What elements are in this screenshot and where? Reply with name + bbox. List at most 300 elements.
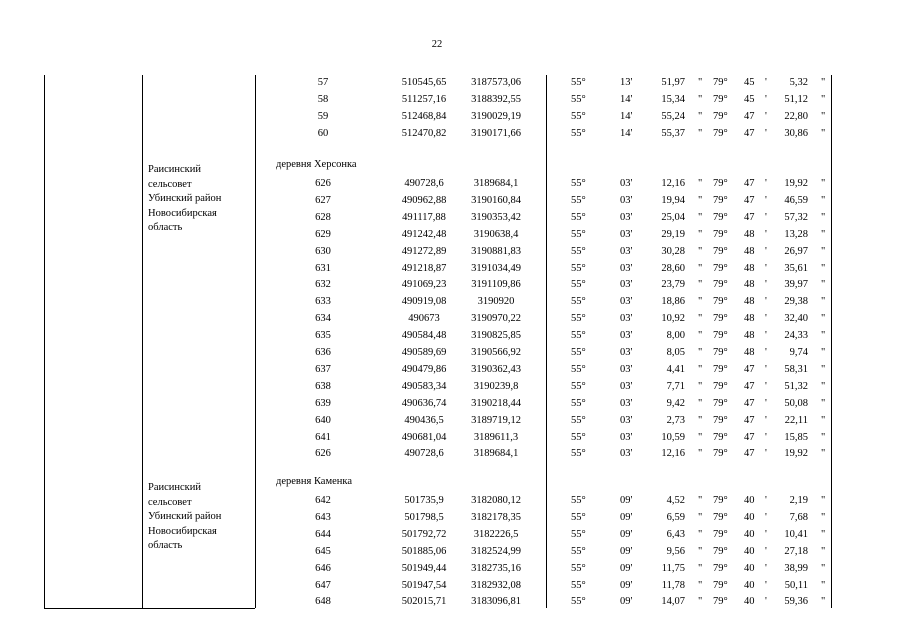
longitude-seconds: 39,97 [784, 279, 808, 291]
latitude-seconds: 30,28 [661, 245, 685, 257]
latitude-seconds: 6,59 [666, 511, 685, 523]
point-number: 634 [315, 313, 331, 325]
longitude-seconds-mark: " [821, 528, 826, 540]
latitude-seconds-mark: " [698, 397, 703, 409]
x-coordinate: 491242,48 [401, 228, 447, 240]
y-coordinate: 3182226,5 [473, 528, 519, 540]
longitude-seconds-mark: " [821, 178, 826, 189]
latitude-minutes: 09' [620, 511, 633, 523]
longitude-minutes: 48 [744, 313, 755, 325]
longitude-minutes-mark: ' [765, 511, 767, 523]
longitude-minutes-mark: ' [765, 194, 767, 206]
latitude-seconds-mark: " [698, 511, 703, 523]
y-coordinate: 3189684,1 [473, 448, 519, 460]
region-line: Раисинский [148, 164, 202, 175]
longitude-degrees: 79° [713, 330, 728, 342]
latitude-seconds: 9,42 [666, 397, 685, 409]
longitude-minutes: 45 [744, 93, 755, 105]
longitude-minutes-mark: ' [765, 545, 767, 557]
point-number: 643 [315, 511, 331, 523]
latitude-degrees: 55° [571, 178, 586, 189]
longitude-seconds: 22,80 [784, 110, 808, 122]
latitude-degrees: 55° [571, 495, 586, 506]
longitude-seconds-mark: " [821, 380, 826, 392]
latitude-seconds-mark: " [698, 448, 703, 460]
x-coordinate: 490583,34 [401, 380, 447, 392]
latitude-minutes: 09' [620, 562, 633, 574]
latitude-degrees: 55° [571, 228, 586, 240]
latitude-seconds: 51,97 [661, 77, 685, 88]
latitude-minutes: 14' [620, 110, 633, 122]
latitude-seconds: 11,75 [661, 562, 685, 574]
point-number: 626 [315, 178, 331, 189]
longitude-seconds: 50,11 [784, 579, 808, 591]
latitude-degrees: 55° [571, 279, 586, 291]
latitude-seconds-mark: " [698, 363, 703, 375]
page-number: 22 [431, 39, 443, 50]
longitude-minutes: 47 [744, 363, 755, 375]
y-coordinate: 3189684,1 [473, 178, 519, 189]
latitude-seconds-mark: " [698, 127, 703, 139]
longitude-degrees: 79° [713, 414, 728, 426]
latitude-seconds: 10,92 [661, 313, 685, 325]
latitude-seconds: 55,24 [661, 110, 685, 122]
x-coordinate: 491218,87 [401, 262, 447, 274]
y-coordinate: 3187573,06 [471, 77, 521, 88]
longitude-minutes: 48 [744, 347, 755, 358]
longitude-minutes-mark: ' [765, 262, 767, 274]
x-coordinate: 501798,5 [404, 511, 444, 523]
longitude-seconds: 30,86 [784, 127, 808, 139]
latitude-minutes: 09' [620, 579, 633, 591]
longitude-degrees: 79° [713, 211, 728, 223]
latitude-degrees: 55° [571, 448, 586, 460]
longitude-degrees: 79° [713, 397, 728, 409]
point-number: 633 [315, 296, 331, 308]
latitude-seconds-mark: " [698, 414, 703, 426]
table-row [0, 396, 905, 411]
point-number: 626 [315, 448, 331, 460]
longitude-seconds: 19,92 [784, 448, 808, 460]
x-coordinate: 490681,04 [401, 431, 447, 443]
y-coordinate: 3190362,43 [471, 363, 521, 375]
latitude-minutes: 09' [620, 545, 633, 557]
table-row [0, 227, 905, 242]
latitude-degrees: 55° [571, 194, 586, 206]
longitude-seconds-mark: " [821, 431, 826, 443]
longitude-seconds: 38,99 [784, 562, 808, 574]
latitude-minutes: 03' [620, 347, 633, 358]
longitude-minutes-mark: ' [765, 363, 767, 375]
region-line: сельсовет [148, 178, 192, 190]
point-number: 637 [315, 363, 331, 375]
longitude-minutes-mark: ' [765, 228, 767, 240]
x-coordinate: 501947,54 [401, 579, 447, 591]
longitude-seconds-mark: " [821, 511, 826, 523]
latitude-minutes: 03' [620, 363, 633, 375]
longitude-seconds: 22,11 [784, 414, 808, 426]
point-number: 638 [315, 380, 331, 392]
longitude-seconds: 13,28 [784, 228, 808, 240]
x-coordinate: 491069,23 [401, 279, 447, 291]
x-coordinate: 501949,44 [401, 562, 447, 574]
longitude-seconds-mark: " [821, 279, 826, 291]
x-coordinate: 490479,86 [401, 363, 447, 375]
latitude-seconds-mark: " [698, 431, 703, 443]
y-coordinate: 3190029,19 [471, 110, 521, 122]
latitude-seconds: 8,00 [666, 330, 685, 342]
point-number: 642 [315, 495, 331, 506]
region-line: Новосибирская [148, 207, 217, 219]
longitude-degrees: 79° [713, 279, 728, 291]
latitude-seconds-mark: " [698, 228, 703, 240]
longitude-seconds-mark: " [821, 296, 826, 308]
latitude-minutes: 03' [620, 279, 633, 291]
longitude-degrees: 79° [713, 245, 728, 257]
longitude-degrees: 79° [713, 528, 728, 540]
y-coordinate: 3182735,16 [471, 562, 521, 574]
longitude-minutes-mark: ' [765, 296, 767, 308]
x-coordinate: 501792,72 [401, 528, 447, 540]
latitude-seconds: 10,59 [661, 431, 685, 443]
y-coordinate: 3183096,81 [471, 596, 521, 608]
table-row [0, 126, 905, 141]
latitude-seconds: 4,52 [666, 495, 685, 506]
latitude-seconds: 2,73 [666, 414, 685, 426]
y-coordinate: 3191034,49 [471, 262, 521, 274]
table-row [0, 109, 905, 124]
y-coordinate: 3188392,55 [471, 93, 521, 105]
latitude-seconds: 8,05 [666, 347, 685, 358]
longitude-degrees: 79° [713, 228, 728, 240]
x-coordinate: 490636,74 [401, 397, 447, 409]
point-number: 646 [315, 562, 331, 574]
longitude-minutes-mark: ' [765, 211, 767, 223]
latitude-seconds: 18,86 [661, 296, 685, 308]
latitude-minutes: 03' [620, 194, 633, 206]
longitude-minutes: 48 [744, 296, 755, 308]
region-line: Раисинский [148, 482, 202, 493]
y-coordinate: 3190920 [477, 296, 515, 308]
point-number: 628 [315, 211, 331, 223]
longitude-seconds-mark: " [821, 110, 826, 122]
longitude-degrees: 79° [713, 296, 728, 308]
table-row [0, 345, 905, 360]
latitude-degrees: 55° [571, 397, 586, 409]
longitude-seconds: 29,38 [784, 296, 808, 308]
latitude-seconds: 6,43 [666, 528, 685, 540]
longitude-degrees: 79° [713, 262, 728, 274]
region-line: область [148, 540, 183, 551]
table-row [0, 244, 905, 259]
latitude-seconds-mark: " [698, 279, 703, 291]
longitude-degrees: 79° [713, 93, 728, 105]
latitude-minutes: 03' [620, 313, 633, 325]
latitude-seconds-mark: " [698, 330, 703, 342]
longitude-degrees: 79° [713, 596, 728, 608]
table-row [0, 176, 905, 191]
latitude-degrees: 55° [571, 245, 586, 257]
latitude-minutes: 03' [620, 380, 633, 392]
longitude-minutes: 47 [744, 127, 755, 139]
table-row [0, 510, 905, 525]
latitude-degrees: 55° [571, 596, 586, 608]
y-coordinate: 3182178,35 [471, 511, 521, 523]
latitude-degrees: 55° [571, 77, 586, 88]
latitude-minutes: 13' [620, 77, 633, 88]
latitude-minutes: 03' [620, 228, 633, 240]
point-number: 632 [315, 279, 331, 291]
longitude-minutes: 47 [744, 380, 755, 392]
longitude-seconds: 27,18 [784, 545, 808, 557]
longitude-minutes-mark: ' [765, 579, 767, 591]
latitude-minutes: 03' [620, 448, 633, 460]
longitude-seconds: 15,85 [784, 431, 808, 443]
latitude-seconds-mark: " [698, 245, 703, 257]
y-coordinate: 3190970,22 [471, 313, 521, 325]
latitude-seconds-mark: " [698, 211, 703, 223]
y-coordinate: 3190353,42 [471, 211, 521, 223]
longitude-minutes-mark: ' [765, 313, 767, 325]
latitude-minutes: 03' [620, 178, 633, 189]
table-row [0, 277, 905, 292]
longitude-seconds-mark: " [821, 93, 826, 105]
table-row [0, 493, 905, 508]
latitude-seconds-mark: " [698, 178, 703, 189]
longitude-degrees: 79° [713, 380, 728, 392]
latitude-seconds-mark: " [698, 347, 703, 358]
latitude-seconds-mark: " [698, 596, 703, 608]
latitude-degrees: 55° [571, 414, 586, 426]
longitude-minutes: 47 [744, 110, 755, 122]
longitude-seconds-mark: " [821, 77, 826, 88]
longitude-degrees: 79° [713, 347, 728, 358]
latitude-minutes: 03' [620, 397, 633, 409]
region-line: Новосибирская [148, 525, 217, 537]
latitude-degrees: 55° [571, 528, 586, 540]
region-line: Убинский район [148, 511, 222, 522]
longitude-degrees: 79° [713, 194, 728, 206]
y-coordinate: 3190825,85 [471, 330, 521, 342]
longitude-seconds: 2,19 [789, 495, 808, 506]
longitude-seconds-mark: " [821, 579, 826, 591]
latitude-degrees: 55° [571, 296, 586, 308]
longitude-minutes: 47 [744, 414, 755, 426]
table-row [0, 75, 905, 90]
latitude-seconds: 4,41 [666, 363, 685, 375]
x-coordinate: 490919,08 [401, 296, 447, 308]
latitude-seconds-mark: " [698, 194, 703, 206]
longitude-minutes-mark: ' [765, 93, 767, 105]
latitude-seconds: 55,37 [661, 127, 685, 139]
latitude-minutes: 14' [620, 127, 633, 139]
region-line: Убинский район [148, 193, 222, 204]
table-row [0, 446, 905, 461]
longitude-seconds-mark: " [821, 414, 826, 426]
latitude-degrees: 55° [571, 545, 586, 557]
region-line: область [148, 222, 183, 233]
table-row [0, 311, 905, 326]
x-coordinate: 490673 [408, 313, 440, 325]
point-number: 60 [317, 127, 329, 139]
latitude-degrees: 55° [571, 562, 586, 574]
x-coordinate: 490962,88 [401, 194, 447, 206]
latitude-seconds-mark: " [698, 562, 703, 574]
y-coordinate: 3182524,99 [471, 545, 521, 557]
table-row [0, 413, 905, 428]
x-coordinate: 511257,16 [401, 93, 447, 105]
longitude-degrees: 79° [713, 178, 728, 189]
latitude-minutes: 14' [620, 93, 633, 105]
longitude-minutes-mark: ' [765, 245, 767, 257]
longitude-degrees: 79° [713, 77, 728, 88]
latitude-minutes: 03' [620, 330, 633, 342]
table-row [0, 544, 905, 559]
y-coordinate: 3190239,8 [473, 380, 519, 392]
latitude-seconds: 25,04 [661, 211, 685, 223]
y-coordinate: 3189611,3 [473, 431, 519, 443]
latitude-seconds-mark: " [698, 545, 703, 557]
latitude-minutes: 03' [620, 211, 633, 223]
latitude-minutes: 09' [620, 596, 633, 608]
longitude-minutes: 40 [744, 579, 755, 591]
longitude-seconds-mark: " [821, 596, 826, 608]
longitude-minutes-mark: ' [765, 330, 767, 342]
latitude-degrees: 55° [571, 262, 586, 274]
point-number: 635 [315, 330, 331, 342]
longitude-seconds-mark: " [821, 495, 826, 506]
longitude-seconds: 35,61 [784, 262, 808, 274]
longitude-seconds-mark: " [821, 330, 826, 342]
y-coordinate: 3190160,84 [471, 194, 521, 206]
longitude-seconds: 5,32 [789, 77, 808, 88]
latitude-seconds-mark: " [698, 579, 703, 591]
latitude-seconds: 15,34 [661, 93, 685, 105]
longitude-minutes: 48 [744, 330, 755, 342]
latitude-seconds: 23,79 [661, 279, 685, 291]
latitude-seconds: 29,19 [661, 228, 685, 240]
point-number: 647 [315, 579, 331, 591]
point-number: 644 [315, 528, 331, 540]
latitude-seconds-mark: " [698, 528, 703, 540]
longitude-seconds-mark: " [821, 194, 826, 206]
longitude-minutes: 40 [744, 511, 755, 523]
longitude-minutes: 40 [744, 545, 755, 557]
longitude-seconds: 9,74 [789, 347, 808, 358]
table-row [0, 561, 905, 576]
longitude-minutes-mark: ' [765, 414, 767, 426]
longitude-seconds: 10,41 [784, 528, 808, 540]
latitude-degrees: 55° [571, 380, 586, 392]
longitude-minutes-mark: ' [765, 380, 767, 392]
table-row [0, 527, 905, 542]
point-number: 631 [315, 262, 331, 274]
longitude-seconds: 7,68 [789, 511, 808, 523]
longitude-minutes: 47 [744, 211, 755, 223]
longitude-minutes: 47 [744, 431, 755, 443]
latitude-degrees: 55° [571, 211, 586, 223]
longitude-seconds-mark: " [821, 562, 826, 574]
longitude-minutes: 47 [744, 397, 755, 409]
latitude-degrees: 55° [571, 363, 586, 375]
y-coordinate: 3182932,08 [471, 579, 521, 591]
longitude-seconds: 50,08 [784, 397, 808, 409]
longitude-degrees: 79° [713, 562, 728, 574]
longitude-seconds: 24,33 [784, 330, 808, 342]
latitude-minutes: 03' [620, 296, 633, 308]
latitude-degrees: 55° [571, 127, 586, 139]
longitude-seconds-mark: " [821, 245, 826, 257]
x-coordinate: 502015,71 [401, 596, 447, 608]
y-coordinate: 3190171,66 [471, 127, 521, 139]
longitude-minutes-mark: ' [765, 596, 767, 608]
longitude-minutes: 47 [744, 448, 755, 460]
longitude-minutes-mark: ' [765, 495, 767, 506]
longitude-degrees: 79° [713, 511, 728, 523]
longitude-minutes-mark: ' [765, 127, 767, 139]
point-number: 648 [315, 596, 331, 608]
longitude-minutes-mark: ' [765, 397, 767, 409]
y-coordinate: 3190638,4 [473, 228, 519, 240]
latitude-seconds: 14,07 [661, 596, 685, 608]
table-row [0, 193, 905, 208]
longitude-seconds-mark: " [821, 228, 826, 240]
region-line: сельсовет [148, 496, 192, 508]
longitude-minutes: 48 [744, 279, 755, 291]
table-row [0, 210, 905, 225]
longitude-minutes: 47 [744, 178, 755, 189]
longitude-minutes: 40 [744, 495, 755, 506]
longitude-degrees: 79° [713, 127, 728, 139]
latitude-seconds-mark: " [698, 110, 703, 122]
x-coordinate: 490436,5 [404, 414, 444, 426]
longitude-seconds-mark: " [821, 397, 826, 409]
latitude-seconds-mark: " [698, 77, 703, 88]
table-row [0, 261, 905, 276]
x-coordinate: 512470,82 [401, 127, 447, 139]
longitude-minutes-mark: ' [765, 77, 767, 88]
longitude-seconds-mark: " [821, 363, 826, 375]
settlement-name: деревня Каменка [276, 476, 352, 487]
longitude-seconds-mark: " [821, 313, 826, 325]
latitude-seconds-mark: " [698, 262, 703, 274]
latitude-seconds-mark: " [698, 380, 703, 392]
latitude-seconds-mark: " [698, 495, 703, 506]
latitude-minutes: 03' [620, 431, 633, 443]
point-number: 641 [315, 431, 331, 443]
longitude-minutes-mark: ' [765, 562, 767, 574]
longitude-minutes-mark: ' [765, 431, 767, 443]
longitude-degrees: 79° [713, 545, 728, 557]
latitude-minutes: 03' [620, 414, 633, 426]
latitude-degrees: 55° [571, 431, 586, 443]
longitude-minutes: 40 [744, 528, 755, 540]
longitude-degrees: 79° [713, 431, 728, 443]
y-coordinate: 3182080,12 [471, 495, 521, 506]
longitude-minutes: 45 [744, 77, 755, 88]
point-number: 630 [315, 245, 331, 257]
latitude-degrees: 55° [571, 511, 586, 523]
latitude-seconds: 28,60 [661, 262, 685, 274]
latitude-seconds: 19,94 [661, 194, 685, 206]
point-number: 640 [315, 414, 331, 426]
latitude-degrees: 55° [571, 330, 586, 342]
x-coordinate: 490728,6 [404, 178, 444, 189]
table-row [0, 578, 905, 593]
latitude-minutes: 09' [620, 528, 633, 540]
point-number: 629 [315, 228, 331, 240]
longitude-degrees: 79° [713, 448, 728, 460]
